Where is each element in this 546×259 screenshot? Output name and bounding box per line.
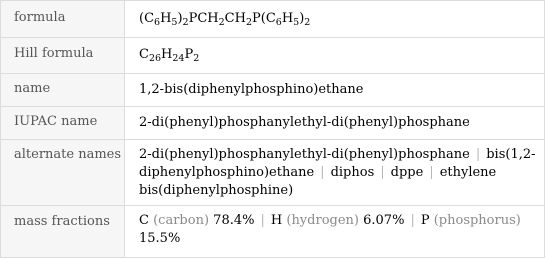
separator: | [380, 165, 385, 180]
row-label: alternate names [14, 147, 122, 162]
mass-percent: 78.4% [213, 213, 255, 228]
mass-percent: 15.5% [139, 231, 181, 246]
separator: | [410, 213, 415, 228]
formula-value: $(C_6H_5)_2PCH_2CH_2P(C_6H_5)_2$ [139, 11, 311, 28]
row-label: IUPAC name [14, 114, 98, 129]
element-symbol: P [420, 213, 430, 228]
label-cell [1, 206, 125, 257]
value-cell [125, 74, 545, 106]
element-name: hydrogen [291, 213, 354, 228]
label-cell [1, 1, 125, 37]
label-cell [1, 38, 125, 73]
value-cell [125, 38, 545, 73]
label-cell [1, 107, 125, 139]
row-label: Hill formula [14, 46, 94, 61]
separator: | [475, 147, 481, 162]
hill-formula-value: $C_{26}H_{24}P_2$ [139, 47, 200, 64]
alternate-name: 2-di(phenyl)phosphanylethyl-di(phenyl)phosphane [139, 147, 470, 162]
element-symbol: H [270, 213, 283, 228]
element-symbol: C [139, 213, 149, 228]
separator: | [260, 213, 265, 228]
value-cell [125, 206, 545, 257]
alternate-name: ethylene bis(diphenylphosphine) [139, 165, 497, 198]
row-hill-formula [1, 37, 545, 73]
separator: | [320, 165, 325, 180]
alternate-names-list [139, 146, 537, 200]
name-value: 1,2-bis(diphenylphosphino)ethane [139, 82, 364, 97]
alternate-name: dppe [390, 165, 424, 180]
value-cell [125, 140, 545, 205]
value-cell [125, 1, 545, 37]
alternate-name: diphos [330, 165, 375, 180]
alternate-name: bis(1,2-diphenylphosphino)ethane [139, 147, 536, 180]
row-alternate-names [1, 139, 545, 205]
value-cell [125, 107, 545, 139]
element-name: phosphorus [438, 213, 516, 228]
row-label: mass fractions [14, 214, 110, 229]
row-iupac-name [1, 106, 545, 139]
separator: | [429, 165, 434, 180]
row-label: formula [14, 10, 66, 25]
row-label: name [14, 81, 51, 96]
label-cell [1, 140, 125, 205]
mass-percent: 6.07% [363, 213, 405, 228]
label-cell [1, 74, 125, 106]
row-mass-fractions [1, 205, 545, 257]
element-name: carbon [158, 213, 204, 228]
iupac-name-value: 2-di(phenyl)phosphanylethyl-di(phenyl)phosphane [139, 115, 470, 130]
row-name [1, 73, 545, 106]
mass-fractions-list: C (carbon) 78.4% | H (hydrogen) 6.07% | P (phosphorus) 15.5% [139, 213, 521, 246]
row-formula [1, 1, 545, 37]
